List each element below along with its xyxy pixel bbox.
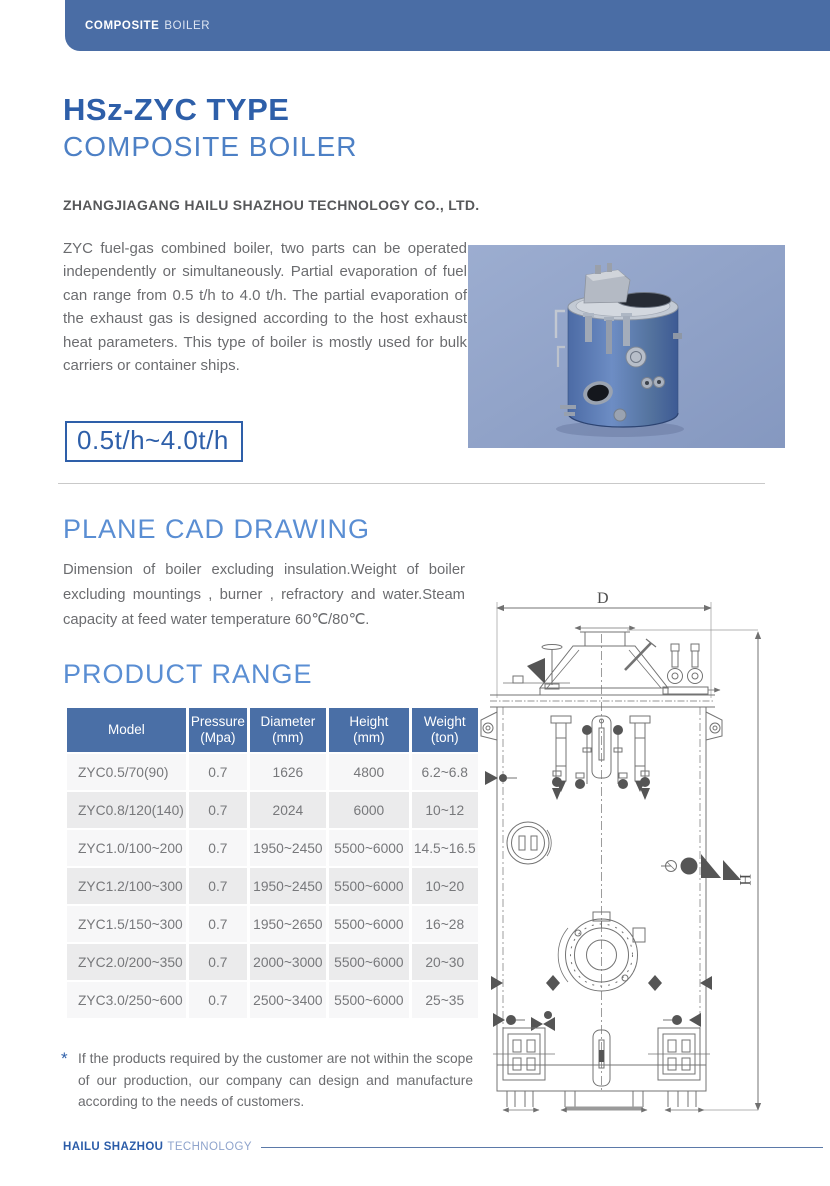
front-pipe	[606, 320, 612, 354]
table-row	[67, 792, 478, 828]
footer-divider-line	[261, 1147, 823, 1148]
cad-section-description: Dimension of boiler excluding insulation.Weight of boiler excluding mountings , burner , refractory and water.Steam capacity at feed water temperature 60℃/80℃.	[63, 562, 465, 628]
table-cell: 1950~2650	[250, 906, 326, 942]
table-cell: 5500~6000	[329, 830, 409, 866]
side-tab	[673, 333, 682, 339]
company-name: ZHANGJIAGANG HAILU SHAZHOU TECHNOLOGY CO., LTD.	[63, 197, 480, 213]
column-header-model: Model	[67, 708, 186, 752]
footer-brand-bold: HAILU SHAZHOU	[63, 1141, 164, 1153]
table-cell: 0.7	[189, 944, 247, 980]
page-subtitle: COMPOSITE BOILER	[63, 131, 358, 162]
table-cell: 2024	[250, 792, 326, 828]
table-cell: 5500~6000	[329, 944, 409, 980]
column-header-height: Height (mm)	[329, 708, 409, 752]
table-cell: 20~30	[412, 944, 478, 980]
table-cell: 5500~6000	[329, 906, 409, 942]
table-row	[67, 906, 478, 942]
table-cell: 2000~3000	[250, 944, 326, 980]
table-cell: 5500~6000	[329, 982, 409, 1018]
table-cell: 0.7	[189, 754, 247, 790]
table-cell: 0.7	[189, 906, 247, 942]
header-category-sublabel: BOILER	[164, 19, 211, 32]
twin-port-center	[645, 381, 649, 385]
page-title: HSz-ZYC TYPE	[63, 92, 290, 127]
capacity-badge: 0.5t/h~4.0t/h	[65, 421, 243, 462]
table-cell: 4800	[329, 754, 409, 790]
dim-label-h: H	[736, 874, 753, 886]
bottom-pipe	[560, 405, 576, 409]
table-cell: 10~20	[412, 868, 478, 904]
table-cell: 16~28	[412, 906, 478, 942]
table-cell: ZYC0.8/120(140)	[67, 792, 186, 828]
table-row	[67, 754, 478, 790]
mid-flange	[626, 347, 646, 367]
column-header-pressure: Pressure (Mpa)	[189, 708, 247, 752]
footnote-marker: *	[61, 1049, 68, 1068]
twin-port-center	[657, 380, 661, 384]
table-cell: 0.7	[189, 830, 247, 866]
table-cell: ZYC1.0/100~200	[67, 830, 186, 866]
table-cell: 1626	[250, 754, 326, 790]
page-footer	[63, 1141, 823, 1153]
column-header-weight: Weight (ton)	[412, 708, 478, 752]
table-cell: 14.5~16.5	[412, 830, 478, 866]
page-header-bar	[65, 0, 830, 51]
header-category-label: COMPOSITE	[85, 19, 160, 32]
table-cell: 1950~2450	[250, 868, 326, 904]
table-cell: 1950~2450	[250, 830, 326, 866]
footnote-text: If the products required by the customer are not within the scope of our production, our company can design and manufacture according to the needs of customers.	[78, 1051, 473, 1109]
table-cell: 6.2~6.8	[412, 754, 478, 790]
small-fitting	[614, 409, 626, 421]
top-stud	[607, 263, 612, 272]
table-cell: 10~12	[412, 792, 478, 828]
table-cell: 0.7	[189, 982, 247, 1018]
table-footnote	[61, 1048, 473, 1113]
table-row	[67, 830, 478, 866]
table-cell: ZYC1.5/150~300	[67, 906, 186, 942]
table-cell: ZYC0.5/70(90)	[67, 754, 186, 790]
table-header-row	[67, 708, 478, 752]
table-row	[67, 944, 478, 980]
table-row	[67, 868, 478, 904]
cad-section-title: PLANE CAD DRAWING	[63, 514, 371, 544]
dim-label-d: D	[597, 590, 609, 607]
column-header-diameter: Diameter (mm)	[250, 708, 326, 752]
footer-brand-light: TECHNOLOGY	[167, 1141, 252, 1153]
table-cell: 25~35	[412, 982, 478, 1018]
bottom-pipe	[564, 412, 575, 416]
table-cell: 0.7	[189, 792, 247, 828]
table-cell: 6000	[329, 792, 409, 828]
product-range-title: PRODUCT RANGE	[63, 659, 313, 689]
table-cell: ZYC2.0/200~350	[67, 944, 186, 980]
front-pipe	[623, 316, 630, 346]
front-pipe	[585, 316, 592, 342]
cad-drawing	[475, 588, 775, 1120]
cad-drawing-svg	[475, 588, 775, 1120]
product-description: ZYC fuel-gas combined boiler, two parts can be operated independently or simultaneously. Partial evaporation of fuel can range from 0.5 t/h to 4.0 t/h. The partial evaporation of the exhaust gas is designed according to the host exhaust heat parameters. This type of boiler is mostly used for bulk carriers or container ships.	[63, 240, 467, 375]
section-divider	[58, 483, 765, 484]
boiler-illustration	[468, 245, 785, 448]
table-cell: 0.7	[189, 868, 247, 904]
top-stud	[595, 265, 601, 274]
table-cell: 5500~6000	[329, 868, 409, 904]
boiler-photo	[468, 245, 785, 448]
product-range-table	[64, 706, 481, 1020]
table-cell: ZYC1.2/100~300	[67, 868, 186, 904]
table-cell: 2500~3400	[250, 982, 326, 1018]
table-row	[67, 982, 478, 1018]
table-cell: ZYC3.0/250~600	[67, 982, 186, 1018]
